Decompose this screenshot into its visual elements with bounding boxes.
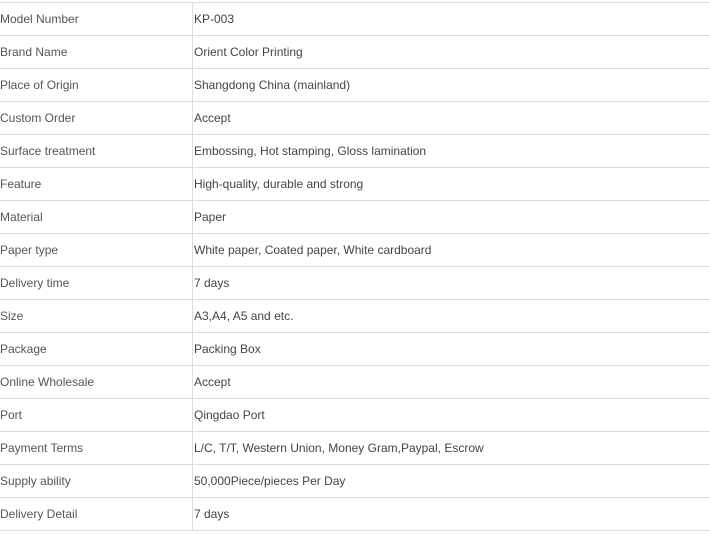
table-row [0,267,710,300]
product-spec-table [0,2,710,531]
spec-label-delivery-detail: Delivery Detail [0,498,193,531]
spec-value-paper-type: White paper, Coated paper, White cardboard [193,234,710,267]
spec-label-paper-type: Paper type [0,234,193,267]
spec-label-material: Material [0,201,193,234]
spec-value-port: Qingdao Port [193,399,710,432]
spec-value-supply-ability: 50,000Piece/pieces Per Day [193,465,710,498]
spec-label-delivery-time: Delivery time [0,267,193,300]
spec-label-payment-terms: Payment Terms [0,432,193,465]
spec-label-package: Package [0,333,193,366]
spec-value-place-of-origin: Shangdong China (mainland) [193,69,710,102]
table-row [0,300,710,333]
table-row [0,3,710,36]
table-row [0,465,710,498]
spec-value-size: A3,A4, A5 and etc. [193,300,710,333]
spec-value-brand-name: Orient Color Printing [193,36,710,69]
spec-value-feature: High-quality, durable and strong [193,168,710,201]
spec-label-surface-treatment: Surface treatment [0,135,193,168]
table-row [0,234,710,267]
spec-value-custom-order: Accept [193,102,710,135]
spec-label-place-of-origin: Place of Origin [0,69,193,102]
spec-value-package: Packing Box [193,333,710,366]
spec-label-custom-order: Custom Order [0,102,193,135]
spec-value-delivery-time: 7 days [193,267,710,300]
table-row [0,201,710,234]
table-row [0,135,710,168]
table-row [0,366,710,399]
table-row [0,399,710,432]
spec-value-surface-treatment: Embossing, Hot stamping, Gloss lamination [193,135,710,168]
spec-label-feature: Feature [0,168,193,201]
spec-label-model-number: Model Number [0,3,193,36]
spec-label-brand-name: Brand Name [0,36,193,69]
spec-label-size: Size [0,300,193,333]
table-row [0,36,710,69]
spec-value-online-wholesale: Accept [193,366,710,399]
table-row [0,498,710,531]
spec-value-payment-terms: L/C, T/T, Western Union, Money Gram,Paypal, Escrow [193,432,710,465]
table-row [0,168,710,201]
spec-value-model-number: KP-003 [193,3,710,36]
table-row [0,69,710,102]
spec-value-delivery-detail: 7 days [193,498,710,531]
spec-label-supply-ability: Supply ability [0,465,193,498]
table-row [0,432,710,465]
table-row [0,333,710,366]
spec-label-online-wholesale: Online Wholesale [0,366,193,399]
spec-label-port: Port [0,399,193,432]
spec-value-material: Paper [193,201,710,234]
table-row [0,102,710,135]
